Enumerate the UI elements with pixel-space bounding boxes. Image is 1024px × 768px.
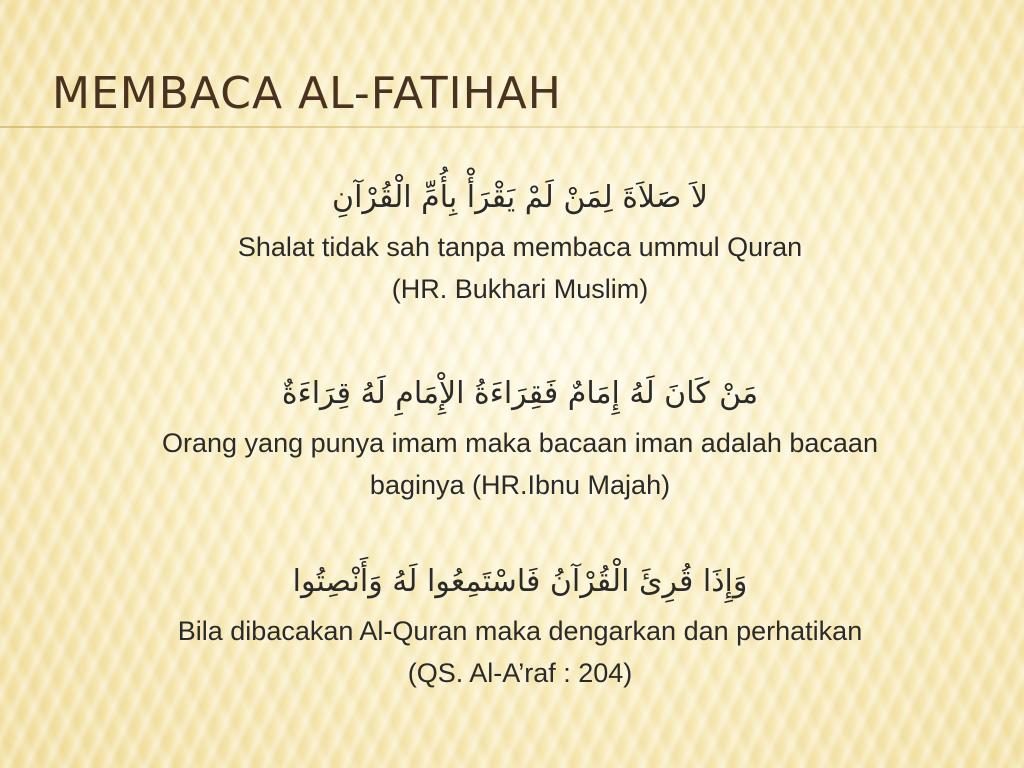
verse-block (60, 558, 980, 694)
title-divider (0, 126, 1024, 128)
hadith-block-1 (60, 174, 980, 310)
hadith-1-source: (HR. Bukhari Muslim) (391, 274, 649, 304)
verse-translation: Bila dibacakan Al-Quran maka dengarkan dan perhatikan (177, 616, 863, 646)
verse-arabic: وَإِذَا قُرِئَ الْقُرْآنُ فَاسْتَمِعُوا لَهُ وَأَنْصِتُوا (292, 564, 748, 599)
hadith-2-translation-line-1: Orang yang punya imam maka bacaan iman adalah bacaan (162, 428, 878, 458)
hadith-2-translation-line-2: baginya (HR.Ibnu Majah) (369, 470, 671, 500)
hadith-1-translation: Shalat tidak sah tanpa membaca ummul Quran (237, 232, 803, 262)
hadith-1-arabic: لاَ صَلاَةَ لِمَنْ لَمْ يَقْرَأْ بِأُمِّ الْقُرْآنِ (332, 180, 708, 215)
verse-source: (QS. Al-A’raf : 204) (407, 658, 633, 688)
slide-title: MEMBACA AL-FATIHAH (52, 68, 562, 119)
hadith-block-2 (60, 370, 980, 506)
hadith-2-arabic: مَنْ كَانَ لَهُ إِمَامٌ فَقِرَاءَةُ الإِْمَامِ لَهُ قِرَاءَةٌ (281, 376, 759, 411)
